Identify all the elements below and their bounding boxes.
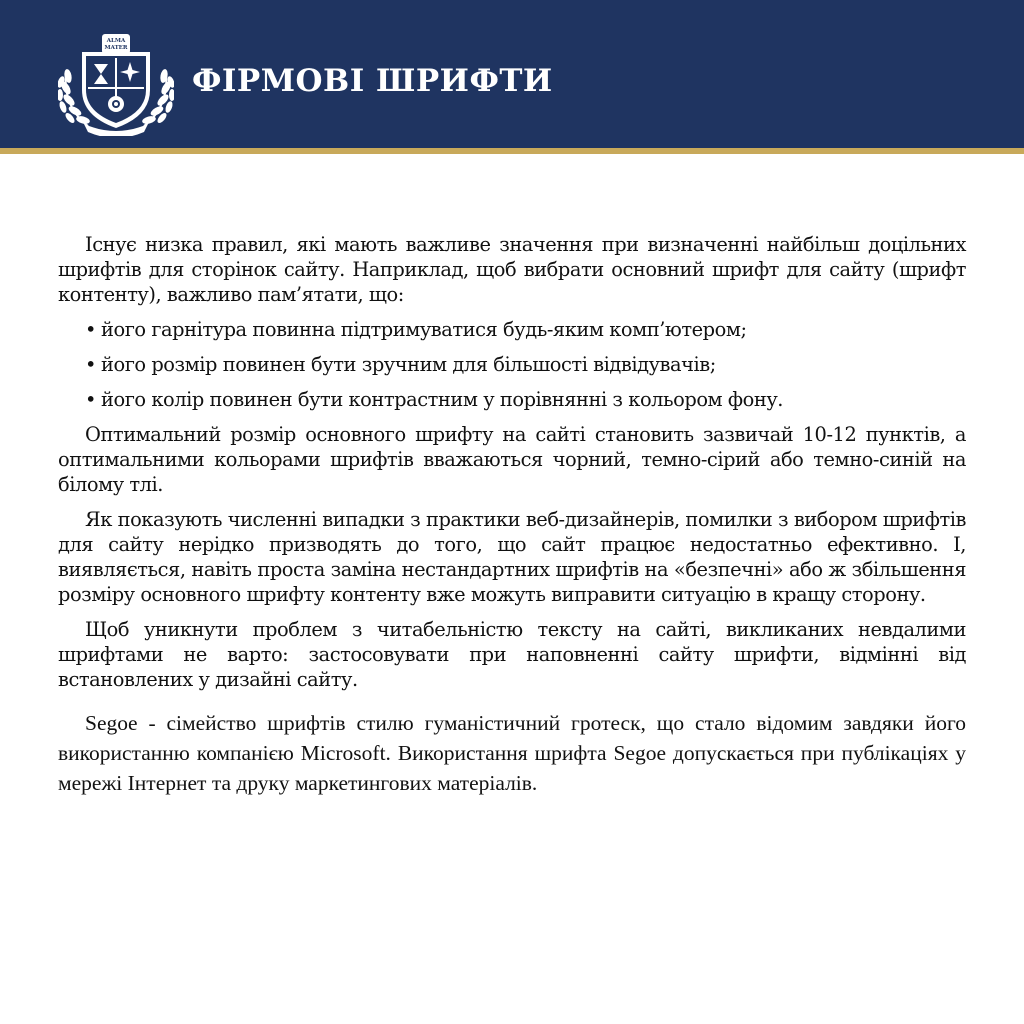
bullet-icon: • bbox=[85, 388, 96, 411]
intro-paragraph: Існує низка правил, які мають важливе значення при визначенні найбільш доцільних шрифтів для сторінок сайту. Наприклад, щоб вибрати основний шрифт для сайту (шрифт контенту), важливо пам’ятати, що: bbox=[58, 233, 966, 306]
list-item bbox=[58, 387, 966, 412]
font-errors-paragraph: Як показують численні випадки з практики веб-дизайнерів, помилки з вибором шрифтів для сайту нерідко призводять до того, що сайт працює недостатньо ефективно. І, виявляється, навіть проста заміна нестандартних шрифтів на «безпечні» або ж збільшення розміру основного шрифту контенту вже можуть виправити ситуацію в кращу сторону. bbox=[58, 508, 966, 606]
header-divider bbox=[0, 148, 1024, 154]
page-title: ФІРМОВІ ШРИФТИ bbox=[192, 63, 553, 99]
list-item-text: його розмір повинен бути зручним для більшості відвідувачів; bbox=[101, 353, 716, 376]
list-item-text: його колір повинен бути контрастним у порівнянні з кольором фону. bbox=[101, 388, 783, 411]
bullet-icon: • bbox=[85, 353, 96, 376]
list-item bbox=[58, 352, 966, 377]
header-bar bbox=[0, 0, 1024, 148]
bullet-icon: • bbox=[85, 318, 96, 341]
segoe-paragraph: Segoe - сімейство шрифтів стилю гуманістичний гротеск, що стало відомим завдяки його використанню компанією Microsoft. Використання шрифта Segoe допускається при публікаціях у мережі Інтернет та друку маркетингових матеріалів. bbox=[58, 711, 966, 795]
list-item-text: його гарнітура повинна підтримуватися будь-яким комп’ютером; bbox=[101, 318, 747, 341]
university-emblem-icon bbox=[58, 28, 174, 136]
font-size-paragraph: Оптимальний розмір основного шрифту на сайті становить зазвичай 10-12 пунктів, а оптимальними кольорами шрифтів вважаються чорний, темно-сірий або темно-синій на білому тлі. bbox=[58, 423, 966, 496]
avoid-problems-paragraph: Щоб уникнути проблем з читабельністю тексту на сайті, викликаних невдалими шрифтами не варто: застосовувати при наповненні сайту шрифти, відмінні від встановлених у дизайні сайту. bbox=[58, 618, 966, 691]
svg-text:ALMA: ALMA bbox=[106, 38, 126, 44]
list-item bbox=[58, 317, 966, 342]
content-body bbox=[58, 232, 966, 808]
svg-text:MATER: MATER bbox=[104, 45, 128, 51]
